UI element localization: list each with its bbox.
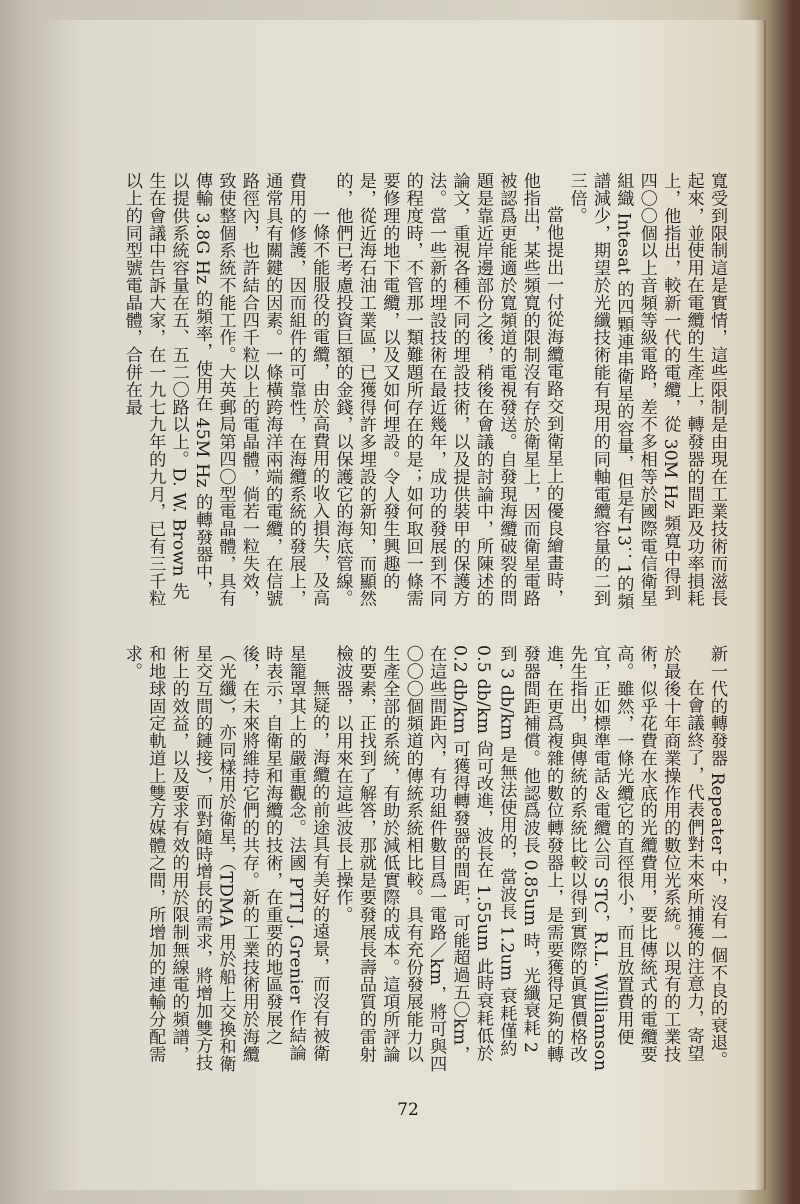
paragraph: 新一代的轉發器 Repeater 中，沒有一個不良的衰退。 bbox=[707, 645, 727, 1069]
paragraph: 在會議終了，代表們對未來所捕獲的注意力，寄望於最後十年商業操作用的數位光系統。以現有的工業技術，似乎花費在水底的光纜費用，要比傳統式的電纜要高。雖然，一條光纜它的直徑很小，而且放置費用便宜，正如標準電話＆電纜公司 STC，R.L. Williamson 先生指出，與傳統的系統比較以得到實際的眞實價格改進，在更爲複雜的數位轉發器上，是需要獲得足夠的轉發器間距補償。他認爲波長 0.85um 時，光纖衰耗 2 到 3 db/km 是無法使用的，當波長 1.2um 衰耗僅約 0.5 db/km 尙可改進，波長在 1.55um 此時衰耗低於 0.2 db/km 可獲得轉發器的間距，可能超過五〇km，在這些間距內，有功組件數目爲一電路／km，將可與四〇〇〇個頻道的傳統系統相比較。具有充份發展能力以生產全部的系統，有助於減低實際的成本。這項所評論的要素，正找到了解答，那就是要發展長壽品質的雷射檢波器，以用來在這些波長上操作。 bbox=[332, 645, 704, 1073]
book-page bbox=[38, 20, 756, 1190]
paragraph: 無疑的，海纜的前途具有美好的遠景，而沒有被衛星籠罩其上的嚴重觀念。法國 PTT J. Grenier 作結論時表示，自衛星和海纜的技術，在重要的地區發展之後，在未來將維持它們的共存。新的工業技術用於海纜（光纖），亦同樣用於衛星，（TDMA 用於船上交換和衛星交互間的鏈接），而對隨時增長的需求，將增加雙方技術上的效益，以及要求有效的用於限制無線電的頻譜，和地球固定軌道上雙方媒體之間，所增加的連輸分配需求。 bbox=[121, 645, 330, 1073]
page-number: 72 bbox=[397, 1100, 419, 1120]
paragraph: 寬受到限制這是實情，這些限制是由現在工業技術而滋長起來，並使用在電纜的生產上，轉發器的間距及功率損耗上，他指出，較新一代的電纜，從 30M Hz 頻寬中得到四〇〇個以上音頻等級電路，差不多相等於國際電信衛星組織 Intesat 的四顆連串衛星的容量，但是有13：1的頻譜減少，期望於光纖技術能有現用的同軸電纜容量的二到三倍。 bbox=[566, 172, 727, 610]
paragraph: 當他提出一付從海纜電路交到衛星上的優良繪畫時，他指出，某些頻寬的限制沒有存於衛星上，因而衛星電路被認爲更能適於寬頻道的電視發送。自發現海纜破裂的問題是靠近岸邊部份之後，稍後在會議的討論中，所陳述的論文，重視各種不同的埋設技術，以及提供裝甲的保護方法。當一些新的埋設技術在最近幾年，成功的發展到不同的程度時，不管那一類難題所存在的是；如何取回一條需要修理的地下電纜，以及又如何埋設。令人發生興趣的是，從近海石油工業區，已獲得許多埋設的新知，而顯然的，他們已考慮投資巨額的金錢，以保護它的海底管線。 bbox=[332, 172, 564, 607]
top-text-column bbox=[121, 172, 728, 612]
bottom-text-column bbox=[121, 645, 728, 1075]
paragraph: 一條不能服役的電纜，由於高費用的收入損失，及高費用的修護，因而組件的可靠性，在海纜系統的發展上，通常具有關鍵的因素。一條橫跨海洋兩端的電纜，在信號路徑內，也許結合四千粒以上的電晶體，倘若一粒失效，致使整個系統不能工作。大英郵局第四〇型電晶體，具有傳輸 3.8G Hz 的頻率，使用在 45M Hz 的轉發器中，以提供系統容量在五、五二〇路以上。D. W. Brown 先生在會議中告訴大家，在一九七九年的九月，已有三千粒以上的同型號電晶體，合併在最 bbox=[121, 172, 330, 607]
